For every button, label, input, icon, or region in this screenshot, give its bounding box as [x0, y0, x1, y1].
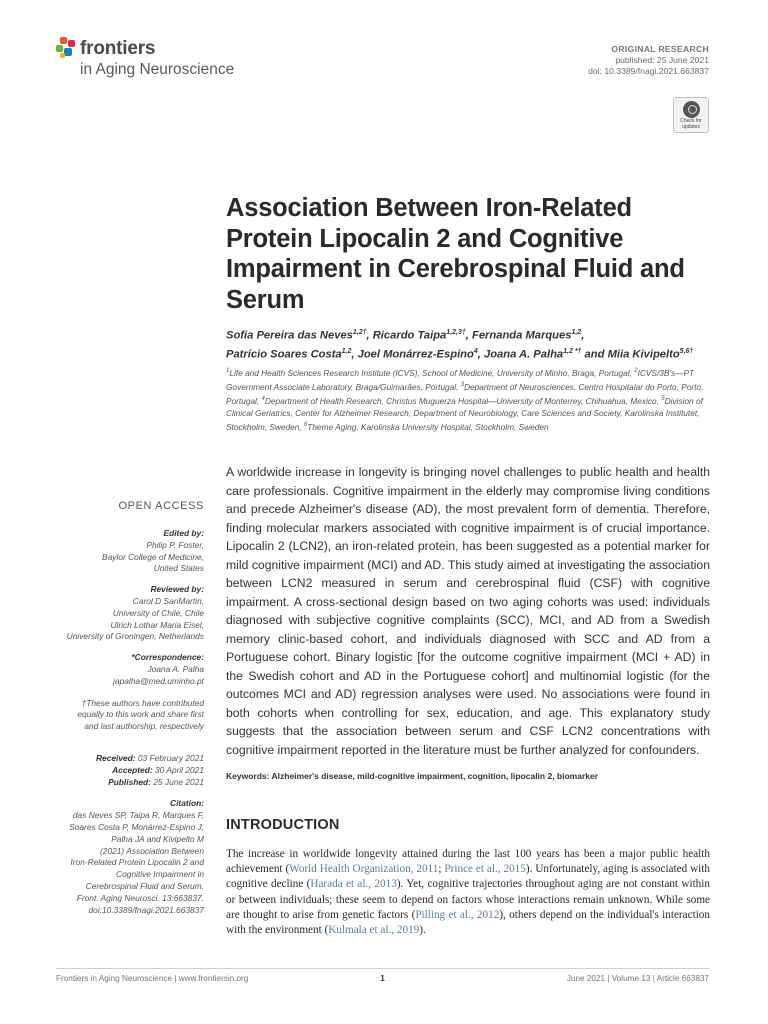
affiliations	[226, 365, 714, 433]
dates-block	[67, 753, 204, 788]
citation-block	[67, 798, 204, 916]
edited-by-heading: Edited by:	[163, 528, 204, 538]
received-row	[67, 753, 204, 765]
affiliation-number: 5	[661, 395, 665, 402]
article-meta	[588, 44, 709, 77]
author-affiliation-marker: 1,2†	[352, 329, 367, 336]
reviewed-by-line: Carol D SanMartin,	[132, 595, 204, 606]
published-date: 25 June 2021	[153, 776, 204, 787]
page-footer	[56, 968, 709, 983]
accepted-date: 30 April 2021	[154, 764, 204, 775]
abstract: A worldwide increase in longevity is bringing novel challenges to public health and health care professionals. Cognitive impairment in the elderly may compromise living conditions and precede Alzheimer's disease (AD), the most prevalent form of dementia. Therefore, finding molecular markers associated with cognitive impairment is of crucial importance. Lipocalin 2 (LCN2), an iron-related protein, has been suggested as a potential marker for mild cognitive impairment (MCI) and AD. This study aimed at investigating the association between LCN2 measured in serum and cerebrospinal fluid (CSF) with cognitive impairment. A cross-sectional design based on two aging cohorts was used: individuals diagnosed with subjective cognitive complaints (SCC), MCI, and AD from a Swedish memory clinic-based cohort, and individuals diagnosed with SCC and AD from a Portuguese cohort. Binary logistic [for the outcome cognitive impairment (MCI + AD) in the Swedish cohort and AD in the Portuguese cohort] and multinomial logistic (for the outcomes MCI and AD) regression analyses were used. No associations were found in both cohorts when controlling for sex, education, and age. This explanatory study suggests that the association between serum and CSF LCN2 concentrations with cognitive impairment reported in the literature must be further analyzed for confounders.	[226, 465, 710, 757]
author-name[interactable]: Joel Monárrez-Espino	[357, 348, 474, 361]
citation-line: Cognitive Impairment in	[116, 869, 204, 880]
citation-link[interactable]: Kulmala et al., 2019	[328, 924, 420, 937]
article-sidebar	[67, 528, 204, 916]
keywords: Keywords: Alzheimer's disease, mild-cognitive impairment, cognition, lipocalin 2, biomarker	[226, 771, 599, 781]
affiliation-text: Department of Health Research, Christus Muguerza Hospital—University of Monterrey, Chihuahua, Mexico,	[264, 395, 662, 406]
affiliation-text: ICVS/3B's—PT Government Associate Laboratory, Braga/Guimarães, Portugal,	[226, 367, 695, 392]
author-affiliation-marker: 4	[473, 347, 478, 355]
citation-line: (2021) Association Between	[100, 845, 204, 856]
author-affiliation-marker: 5,6†	[679, 347, 694, 355]
frontiers-logo-icon	[56, 37, 78, 59]
citation-line: Cerebrospinal Fluid and Serum.	[85, 880, 204, 891]
accepted-label: Accepted:	[112, 764, 153, 775]
edited-by-line: Philip P. Foster,	[146, 539, 204, 550]
citation-line: das Neves SP, Taipa R, Marques F,	[72, 810, 204, 821]
check-updates-icon	[683, 101, 700, 118]
citation-link[interactable]: World Health Organization, 2011	[289, 863, 439, 876]
affiliation-number: 4	[261, 395, 265, 402]
affiliation-number: 2	[634, 368, 638, 374]
footer-article-info: June 2021 | Volume 13 | Article 663837	[566, 974, 709, 983]
correspondence-block	[67, 652, 204, 687]
citation-line: Iron-Related Protein Lipocalin 2 and	[70, 857, 204, 868]
affiliation-text: Theme Aging, Karolinska University Hospital, Stockholm, Sweden	[307, 421, 549, 432]
citation-line: Soares Costa P, Monárrez-Espino J,	[69, 821, 204, 832]
article-title: Association Between Iron-Related Protein Lipocalin 2 and Cognitive Impairment in Cerebrospinal Fluid and Serum	[226, 194, 685, 314]
received-label: Received:	[95, 752, 136, 763]
published-date: published: 25 June 2021	[615, 55, 709, 65]
citation-link[interactable]: Pilling et al., 2012	[415, 908, 500, 921]
article-type: ORIGINAL RESEARCH	[611, 44, 709, 54]
check-for-updates-button[interactable]	[673, 97, 709, 133]
author-note-block	[67, 698, 204, 733]
reviewed-by-heading: Reviewed by:	[150, 584, 204, 595]
author-affiliation-marker: 1,2	[571, 329, 582, 336]
citation-link[interactable]: Prince et al., 2015	[444, 863, 526, 876]
author-note-line: †These authors have contributed	[81, 697, 204, 708]
journal-name: in Aging Neuroscience	[80, 61, 235, 78]
reviewed-by-block	[67, 584, 204, 643]
edited-by-block	[67, 528, 204, 575]
edited-by-line: United States	[153, 563, 204, 574]
published-label: Published:	[108, 776, 151, 787]
open-access-label: OPEN ACCESS	[118, 500, 204, 512]
author-affiliation-marker: 1,2	[341, 347, 352, 355]
author-affiliation-marker: 1,2 *†	[563, 347, 582, 355]
author-name[interactable]: Joana A. Palha	[483, 348, 564, 361]
affiliation-number: 1	[226, 368, 230, 374]
edited-by-line: Baylor College of Medicine,	[102, 551, 204, 562]
introduction-paragraph: The increase in worldwide longevity attained during the last 100 years has been a major public health achievement (World Health Organization, 2011; Prince et al., 2015). Unfortunately, aging is associated with cognitive decline (Harada et al., 2013). Yet, cognitive trajectories throughout aging are not constant within or between individuals; these seem to depend on factors whose interactions remain unknown. While some are thought to arise from genetic factors (Pilling et al., 2012), others depend on the individual's interaction with the environment (Kulmala et al., 2019).	[226, 848, 710, 937]
citation-heading: Citation:	[170, 798, 204, 809]
affiliation-text: Department of Neurosciences, Centro Hospitalar do Porto, Porto, Portugal,	[226, 381, 704, 406]
correspondence-line: Joana A. Palha	[147, 663, 204, 674]
affiliation-text: Life and Health Sciences Research Institute (ICVS), School of Medicine, University of Minho, Braga, Portugal,	[229, 367, 635, 378]
article-doi[interactable]: doi: 10.3389/fnagi.2021.663837	[588, 66, 709, 76]
correspondence-heading: *Correspondence:	[131, 652, 204, 663]
author-name[interactable]: Miia Kivipelto	[607, 348, 680, 361]
affiliation-number: 6	[303, 422, 308, 429]
brand-name: frontiers	[80, 38, 156, 59]
citation-line: Palha JA and Kivipelto M	[111, 833, 204, 844]
section-heading-introduction: INTRODUCTION	[226, 817, 340, 833]
author-name[interactable]: Ricardo Taipa	[372, 329, 447, 342]
reviewed-by-line: University of Chile, Chile	[112, 607, 204, 618]
affiliation-number: 3	[460, 381, 465, 388]
author-name[interactable]: Patrício Soares Costa	[226, 348, 342, 361]
author-affiliation-marker: 1,2,3†	[446, 329, 466, 336]
correspondence-line[interactable]: japalha@med.uminho.pt	[113, 675, 204, 686]
citation-link[interactable]: Harada et al., 2013	[310, 878, 397, 891]
footer-journal-link[interactable]: Frontiers in Aging Neuroscience | www.frontiersin.org	[56, 974, 249, 983]
reviewed-by-line: University of Groningen, Netherlands	[66, 631, 204, 642]
check-updates-label: Check for updates	[680, 118, 702, 130]
author-name[interactable]: Fernanda Marques	[471, 329, 572, 342]
citation-line: doi:10.3389/fnagi.2021.663837	[88, 904, 204, 915]
affiliation-text: Division of Clinical Geriatrics, Center for Alzheimer Research, Department of Neurobiology, Care Sciences and Society, Karolinska Institutet, Stockholm, Sweden,	[226, 395, 703, 432]
author-note-line: and last authorship, respectively	[84, 721, 204, 732]
author-note-line: equally to this work and share first	[77, 709, 204, 720]
accepted-row	[67, 765, 204, 777]
author-list: Sofia Pereira das Neves$^{1,2\dagger}$, Ricardo Taipa$^{1,2,3\dagger}$, Fernanda Marques$^{1,2}$, Patrício Soares Costa$^{1,2}$, Joel Monárrez-Espino$^4$, Joana A. Palha$^{1,2 *\dagger}$ and Miia Kivipelto$^{5,6\dagger}$	[226, 329, 694, 361]
published-row	[67, 777, 204, 789]
page-number: 1	[380, 974, 385, 983]
author-name[interactable]: Sofia Pereira das Neves	[226, 329, 353, 342]
received-date: 03 February 2021	[137, 752, 204, 763]
reviewed-by-line: Ulrich Lothar Maria Eisel,	[110, 619, 204, 630]
citation-line: Front. Aging Neurosci. 13:663837.	[76, 892, 204, 903]
